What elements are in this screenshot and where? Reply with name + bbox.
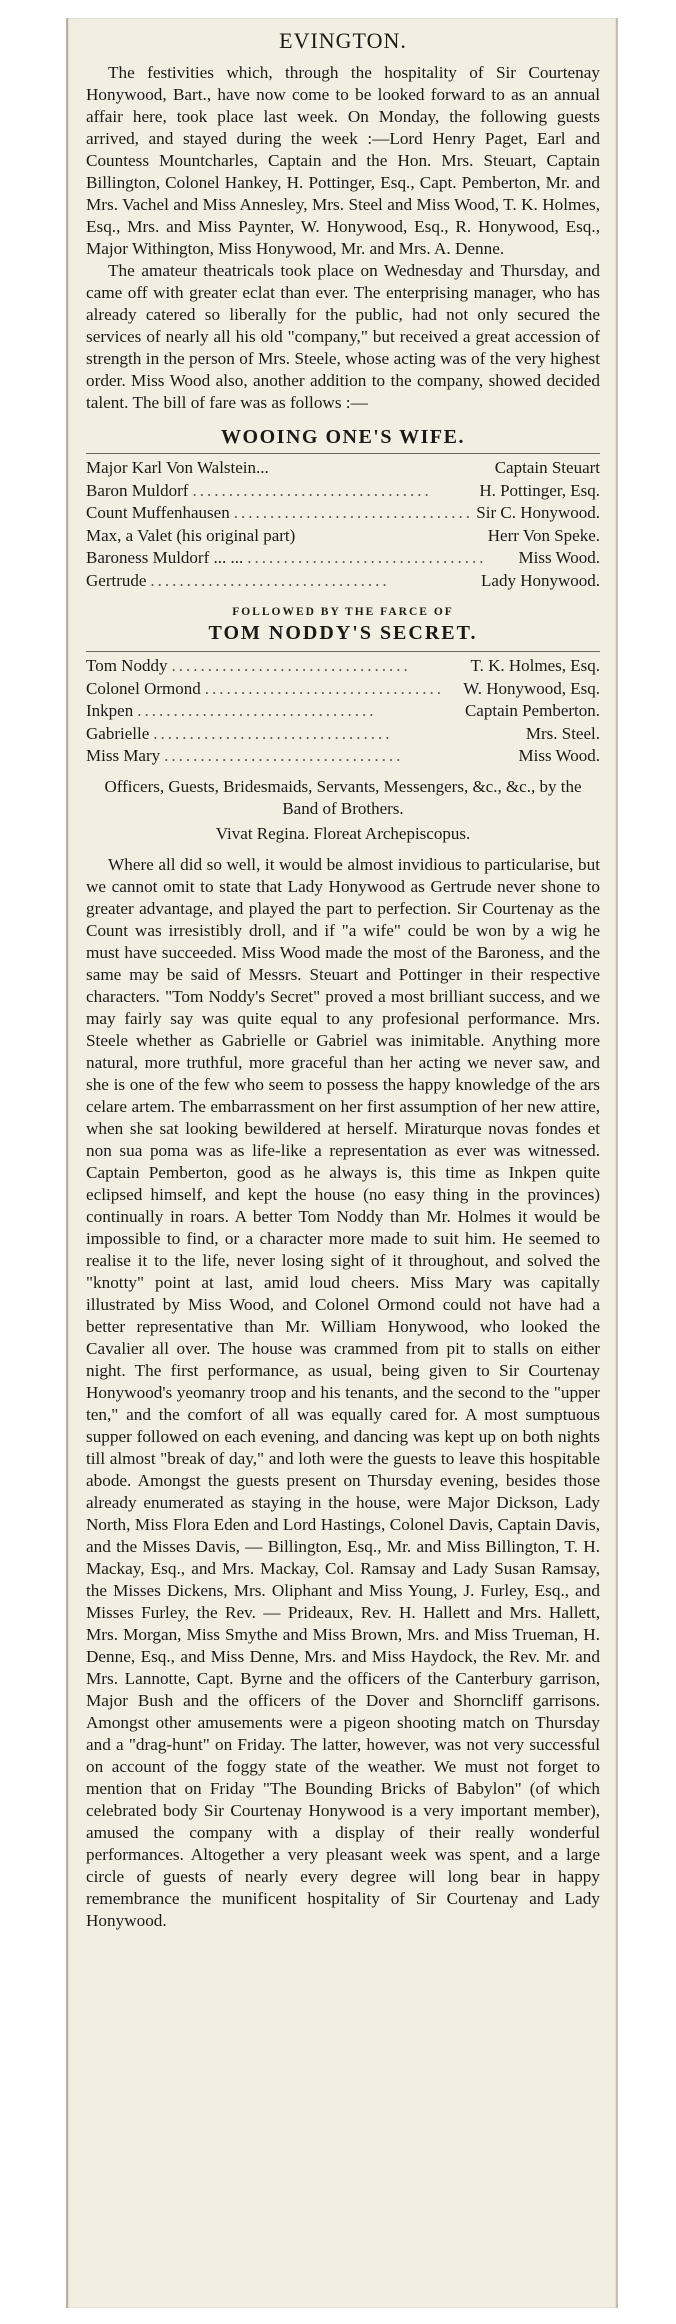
cast-role: Tom Noddy <box>86 656 168 675</box>
cast-actor: Sir C. Honywood. <box>476 503 600 522</box>
vivat-line: Vivat Regina. Floreat Archepiscopus. <box>215 823 471 843</box>
farce-intro: FOLLOWED BY THE FARCE OF <box>232 606 454 618</box>
cast-row: Tom Noddy ................................. T. K. Holmes, Esq. <box>86 655 600 678</box>
cast-actor: Miss Wood. <box>518 548 600 567</box>
cast-row: Miss Mary ................................. Miss Wood. <box>86 745 600 768</box>
cast-row <box>86 525 600 548</box>
play-title-wooing: WOOING ONE'S WIFE. <box>221 426 465 448</box>
cast-row: Baron Muldorf ................................. H. Pottinger, Esq. <box>86 480 600 503</box>
cast-row <box>86 457 600 480</box>
officers-line: Officers, Guests, Bridesmaids, Servants, Messengers, &c., &c., by the Band of Brothers. <box>104 776 582 818</box>
play-title-tom-noddy: TOM NODDY'S SECRET. <box>208 622 478 644</box>
cast-row: Baroness Muldorf ... ... ................................. Miss Wood. <box>86 547 600 570</box>
article <box>68 18 616 1932</box>
cast-role: Inkpen <box>86 701 134 720</box>
cast-actor: T. K. Holmes, Esq. <box>470 656 600 675</box>
cast-actor: Herr Von Speke. <box>487 525 600 545</box>
cast-role: Baron Muldorf <box>86 480 189 500</box>
cast-role: Gabrielle <box>86 723 150 743</box>
cast-role: Major Karl Von Walstein... <box>86 458 269 477</box>
cast-actor: Captain Pemberton. <box>464 701 600 720</box>
paragraph-guests: The festivities which, through the hospitality of Sir Courtenay Honywood, Bart., have now come to be looked forward to as an annual affair here, took place last week. On Monday, the following guests arrived, and stayed during the week :—Lord Henry Paget, Earl and Countess Mountcharles, Captain and the Hon. Mrs. Steuart, Captain Billington, Colonel Hankey, H. Pottinger, Esq., Capt. Pemberton, Mr. and Mrs. Vachel and Miss Annesley, Mrs. Steel and Miss Wood, T. K. Holmes, Esq., Mrs. and Miss Paynter, W. Honywood, Esq., R. Honywood, Esq., Major Withington, Miss Honywood, Mr. and Mrs. A. Denne. <box>86 63 600 258</box>
cast-actor: Miss Wood. <box>518 746 600 765</box>
cast-actor: W. Honywood, Esq. <box>463 678 600 698</box>
cast-actor: H. Pottinger, Esq. <box>479 480 600 500</box>
cast-row: Count Muffenhausen ................................. Sir C. Honywood. <box>86 502 600 525</box>
cast-list-wooing <box>86 453 600 592</box>
cast-role: Max, a Valet (his original part) <box>86 525 296 545</box>
paragraph-review: Where all did so well, it would be almost invidious to particularise, but we cannot omit to state that Lady Honywood as Gertrude never shone to greater advantage, and played the part to perfection. Sir Courtenay as the Count was irresistibly droll, and if "a wife" could be won by a wig he must have succeeded. Miss Wood made the most of the Baroness, and the same may be said of Messrs. Steuart and Pottinger in their respective characters. "Tom Noddy's Secret" proved a most brilliant success, and we may fairly say was quite equal to any profesional performance. Mrs. Steele whether as Gabrielle or Gabriel was inimitable. Anything more natural, more truthful, more graceful than her acting we never saw, and she is one of the few who seem to possess the happy knowledge of the ars celare artem. The embarrassment on her first assumption of her new attire, when she sat looking bewildered at herself. Miraturque novas fondes et non sua poma was as life-like a representation as ever was witnessed. Captain Pemberton, good as he always is, this time as Inkpen quite eclipsed himself, and kept the house (no easy thing in the provinces) continually in roars. A better Tom Noddy than Mr. Holmes it would be impossible to find, or a character more made to suit him. He seemed to realise it to the life, never losing sight of it throughout, and solved the "knotty" point at last, amid loud cheers. Miss Mary was capitally illustrated by Miss Wood, and Colonel Ormond could not have had a better representative than Mr. William Honywood, who looked the Cavalier all over. The house was crammed from pit to stalls on either night. The first performance, as usual, being given to Sir Courtenay Honywood's yeomanry troop and his tenants, and the second to the "upper ten," and the comfort of all was equally cared for. A most sumptuous supper followed on each evening, and dancing was kept up on both nights till almost "break of day," and loth were the guests to leave this hospitable abode. Amongst the guests present on Thursday evening, besides those already enumerated as staying in the house, were Major Dickson, Lady North, Miss Flora Eden and Lord Hastings, Colonel Davis, Captain Davis, and the Misses Davis, — Billington, Esq., Mr. and Miss Billington, T. H. Mackay, Esq., and Mrs. Mackay, Col. Ramsay and Lady Susan Ramsay, the Misses Dickens, Mrs. Oliphant and Miss Young, J. Furley, Esq., and Misses Furley, the Rev. — Prideaux, Rev. H. Hallett and Mrs. Hallett, Mrs. Morgan, Miss Smythe and Miss Brown, Mrs. and Miss Trueman, H. Denne, Esq., and Miss Denne, Mrs. and Miss Haydock, the Rev. Mr. and Mrs. Lannotte, Capt. Byrne and the officers of the Canterbury garrison, Major Bush and the officers of the Dover and Shorncliff garrisons. Amongst other amusements were a pigeon shooting match on Thursday and a "drag-hunt" on Friday. The latter, however, was not very successful on account of the foggy state of the weather. We must not forget to mention that on Friday "The Bounding Bricks of Babylon" (of which celebrated body Sir Courtenay Honywood is a very important member), amused the company with a display of their really wonderful performances. Altogether a very pleasant week was spent, and a large circle of guests of nearly every degree will long bear in happy remembrance the munificent hospitality of Sir Courtenay and Lady Honywood. <box>86 854 600 1930</box>
cast-row: Gabrielle ................................. Mrs. Steel. <box>86 723 600 746</box>
cast-actor: Captain Steuart <box>494 458 600 477</box>
cast-role: Miss Mary <box>86 746 161 765</box>
cast-row: Inkpen ................................. Captain Pemberton. <box>86 700 600 723</box>
cast-row: Colonel Ormond ................................. W. Honywood, Esq. <box>86 678 600 701</box>
cast-role: Gertrude <box>86 570 147 590</box>
cast-role: Baroness Muldorf ... ... <box>86 548 244 567</box>
cast-list-tom-noddy <box>86 651 600 768</box>
cast-role: Count Muffenhausen <box>86 503 230 522</box>
cast-actor: Mrs. Steel. <box>525 723 600 743</box>
paragraph-theatricals: The amateur theatricals took place on Wednesday and Thursday, and came off with greater eclat than ever. The enterprising manager, who has already catered so liberally for the public, had not only secured the services of nearly all his old "company," but received a great accession of strength in the person of Mrs. Steele, whose acting was of the very highest order. Miss Wood also, another addition to the company, showed decided talent. The bill of fare was as follows :— <box>86 261 600 412</box>
cast-role: Colonel Ormond <box>86 678 201 698</box>
cast-actor: Lady Honywood. <box>481 570 600 590</box>
cast-row: Gertrude ................................. Lady Honywood. <box>86 570 600 593</box>
article-title: EVINGTON. <box>279 28 407 53</box>
newspaper-clipping <box>66 18 618 2308</box>
